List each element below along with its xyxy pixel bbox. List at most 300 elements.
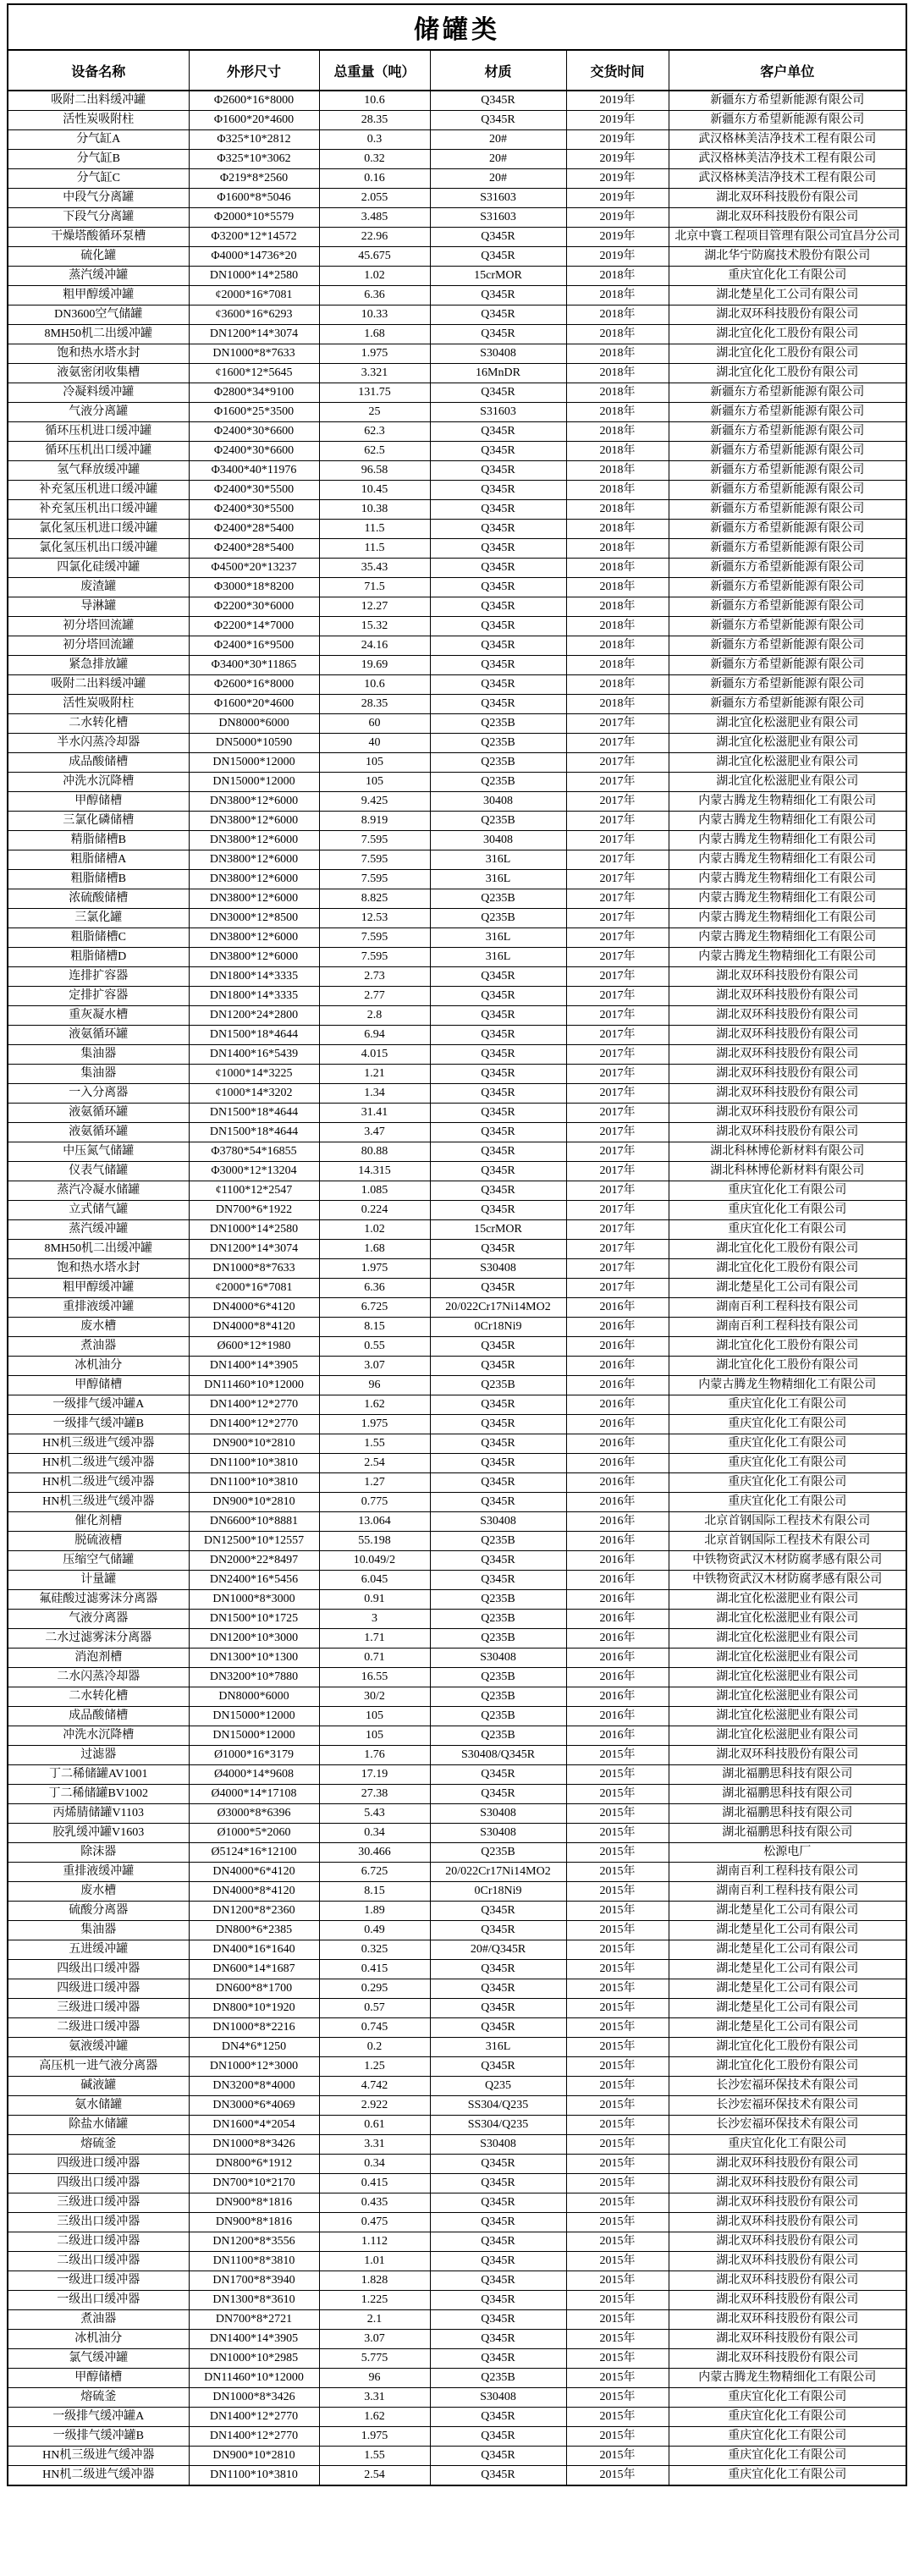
cell-dimensions: DN1800*14*3335 — [189, 987, 319, 1006]
cell-total-weight: 1.975 — [319, 1415, 430, 1434]
cell-material: Q345R — [430, 481, 566, 500]
cell-equipment-name: 蒸汽冷凝水储罐 — [8, 1181, 189, 1201]
cell-total-weight: 3.47 — [319, 1123, 430, 1142]
cell-customer: 湖北宜化松滋肥业有限公司 — [669, 1629, 906, 1649]
cell-dimensions: DN15000*12000 — [189, 1726, 319, 1746]
cell-total-weight: 7.595 — [319, 831, 430, 850]
cell-equipment-name: 二水转化槽 — [8, 1687, 189, 1707]
cell-equipment-name: 液氨循环罐 — [8, 1123, 189, 1142]
cell-dimensions: DN1500*18*4644 — [189, 1123, 319, 1142]
table-row — [8, 1882, 906, 1902]
cell-total-weight: 105 — [319, 1726, 430, 1746]
cell-dimensions: DN1600*4*2054 — [189, 2116, 319, 2135]
cell-equipment-name: 氯化氢压机出口缓冲罐 — [8, 539, 189, 559]
cell-delivery-year: 2015年 — [566, 1785, 669, 1804]
cell-total-weight: 6.725 — [319, 1863, 430, 1882]
cell-delivery-year: 2018年 — [566, 383, 669, 403]
cell-material: Q235B — [430, 1376, 566, 1395]
cell-equipment-name: 补充氢压机出口缓冲罐 — [8, 500, 189, 520]
cell-delivery-year: 2017年 — [566, 850, 669, 870]
table-row — [8, 1259, 906, 1279]
table-row — [8, 1026, 906, 1045]
cell-material: 316L — [430, 948, 566, 967]
cell-material: 20# — [430, 150, 566, 169]
cell-equipment-name: 冲洗水沉降槽 — [8, 773, 189, 792]
table-row — [8, 1279, 906, 1298]
cell-dimensions: Φ2400*30*5500 — [189, 481, 319, 500]
cell-delivery-year: 2016年 — [566, 1473, 669, 1493]
table-row — [8, 1512, 906, 1532]
table-row — [8, 2427, 906, 2447]
cell-dimensions: Ø600*12*1980 — [189, 1337, 319, 1357]
cell-total-weight: 3.485 — [319, 208, 430, 228]
cell-customer: 湖北双环科技股份有限公司 — [669, 987, 906, 1006]
cell-customer: 北京首钢国际工程技术有限公司 — [669, 1532, 906, 1551]
cell-dimensions: DN15000*12000 — [189, 753, 319, 773]
cell-total-weight: 30.466 — [319, 1843, 430, 1863]
cell-delivery-year: 2017年 — [566, 1065, 669, 1084]
cell-total-weight: 1.68 — [319, 325, 430, 344]
cell-customer: 湖北宜化松滋肥业有限公司 — [669, 1610, 906, 1629]
cell-customer: 新疆东方希望新能源有限公司 — [669, 422, 906, 442]
cell-dimensions: Φ1600*25*3500 — [189, 403, 319, 422]
cell-delivery-year: 2015年 — [566, 2291, 669, 2310]
cell-equipment-name: 补充氢压机进口缓冲罐 — [8, 481, 189, 500]
cell-delivery-year: 2019年 — [566, 150, 669, 169]
cell-material: S30408 — [430, 2135, 566, 2155]
table-row — [8, 773, 906, 792]
table-row — [8, 422, 906, 442]
cell-equipment-name: 干燥塔酸循环泵槽 — [8, 228, 189, 247]
cell-total-weight: 0.775 — [319, 1493, 430, 1512]
cell-delivery-year: 2015年 — [566, 2408, 669, 2427]
cell-delivery-year: 2015年 — [566, 1863, 669, 1882]
cell-total-weight: 7.595 — [319, 850, 430, 870]
cell-total-weight: 6.94 — [319, 1026, 430, 1045]
table-row — [8, 1629, 906, 1649]
cell-total-weight: 60 — [319, 714, 430, 734]
cell-total-weight: 2.1 — [319, 2310, 430, 2330]
cell-material: 20/022Cr17Ni14MO2 — [430, 1863, 566, 1882]
cell-delivery-year: 2018年 — [566, 617, 669, 636]
cell-equipment-name: 脱硫液槽 — [8, 1532, 189, 1551]
cell-dimensions: ¢1000*14*3225 — [189, 1065, 319, 1084]
cell-equipment-name: 煮油器 — [8, 1337, 189, 1357]
cell-dimensions: DN3800*12*6000 — [189, 889, 319, 909]
cell-dimensions: DN700*6*1922 — [189, 1201, 319, 1220]
cell-delivery-year: 2016年 — [566, 1610, 669, 1629]
cell-total-weight: 1.02 — [319, 1220, 430, 1240]
cell-material: Q345R — [430, 1181, 566, 1201]
cell-equipment-name: 粗脂储槽B — [8, 870, 189, 889]
cell-material: Q345R — [430, 1337, 566, 1357]
cell-dimensions: DN800*10*1920 — [189, 1999, 319, 2018]
cell-delivery-year: 2017年 — [566, 734, 669, 753]
cell-delivery-year: 2016年 — [566, 1532, 669, 1551]
cell-material: S30408/Q345R — [430, 1746, 566, 1765]
cell-material: Q345R — [430, 1142, 566, 1162]
cell-dimensions: DN1200*14*3074 — [189, 1240, 319, 1259]
cell-equipment-name: 氯气缓冲罐 — [8, 2349, 189, 2369]
cell-equipment-name: 半水闪蒸冷却器 — [8, 734, 189, 753]
cell-delivery-year: 2018年 — [566, 520, 669, 539]
cell-equipment-name: 中段气分离罐 — [8, 189, 189, 208]
cell-equipment-name: 粗甲醇缓冲罐 — [8, 286, 189, 305]
table-row — [8, 2232, 906, 2252]
cell-equipment-name: 胶乳缓冲罐V1603 — [8, 1824, 189, 1843]
cell-dimensions: DN900*10*2810 — [189, 1493, 319, 1512]
table-row — [8, 1746, 906, 1765]
cell-customer: 重庆宜化化工有限公司 — [669, 2135, 906, 2155]
table-row — [8, 636, 906, 656]
cell-dimensions: DN1300*8*3610 — [189, 2291, 319, 2310]
table-row — [8, 1843, 906, 1863]
table-row — [8, 208, 906, 228]
cell-total-weight: 12.53 — [319, 909, 430, 928]
cell-equipment-name: 分气缸B — [8, 150, 189, 169]
table-row — [8, 889, 906, 909]
cell-delivery-year: 2016年 — [566, 1571, 669, 1590]
cell-delivery-year: 2016年 — [566, 1395, 669, 1415]
cell-dimensions: DN1000*8*7633 — [189, 344, 319, 364]
cell-dimensions: Φ2400*28*5400 — [189, 520, 319, 539]
cell-total-weight: 2.922 — [319, 2096, 430, 2116]
column-header-material: 材质 — [430, 50, 566, 91]
table-row — [8, 189, 906, 208]
cell-equipment-name: 丁二稀储罐AV1001 — [8, 1765, 189, 1785]
cell-equipment-name: 过滤器 — [8, 1746, 189, 1765]
cell-equipment-name: 中压氮气储罐 — [8, 1142, 189, 1162]
cell-material: Q345R — [430, 91, 566, 111]
cell-material: Q345R — [430, 286, 566, 305]
column-header-customer: 客户单位 — [669, 50, 906, 91]
cell-material: Q345R — [430, 2252, 566, 2271]
cell-customer: 湖北楚星化工公司有限公司 — [669, 1999, 906, 2018]
cell-equipment-name: HN机三级进气缓冲器 — [8, 1493, 189, 1512]
cell-dimensions: DN1400*14*3905 — [189, 2330, 319, 2349]
cell-equipment-name: 一级排气缓冲罐A — [8, 1395, 189, 1415]
cell-delivery-year: 2017年 — [566, 1181, 669, 1201]
cell-material: 0Cr18Ni9 — [430, 1882, 566, 1902]
cell-dimensions: Φ2600*16*8000 — [189, 91, 319, 111]
cell-equipment-name: 粗甲醇缓冲罐 — [8, 1279, 189, 1298]
table-row — [8, 228, 906, 247]
cell-delivery-year: 2017年 — [566, 1084, 669, 1104]
cell-delivery-year: 2015年 — [566, 2077, 669, 2096]
cell-total-weight: 8.919 — [319, 812, 430, 831]
cell-customer: 湖北宜化松滋肥业有限公司 — [669, 1649, 906, 1668]
cell-equipment-name: 吸附二出料缓冲罐 — [8, 91, 189, 111]
table-row — [8, 831, 906, 850]
cell-dimensions: Φ3000*12*13204 — [189, 1162, 319, 1181]
table-row — [8, 1376, 906, 1395]
cell-customer: 湖北宜化松滋肥业有限公司 — [669, 1726, 906, 1746]
cell-delivery-year: 2015年 — [566, 1843, 669, 1863]
table-row — [8, 1318, 906, 1337]
cell-delivery-year: 2016年 — [566, 1318, 669, 1337]
table-row — [8, 520, 906, 539]
cell-customer: 湖北双环科技股份有限公司 — [669, 967, 906, 987]
cell-customer: 湖北宜化松滋肥业有限公司 — [669, 753, 906, 773]
cell-dimensions: DN1000*14*2580 — [189, 267, 319, 286]
table-row — [8, 1960, 906, 1979]
table-row — [8, 267, 906, 286]
cell-total-weight: 6.045 — [319, 1571, 430, 1590]
cell-total-weight: 3 — [319, 1610, 430, 1629]
cell-customer: 内蒙古腾龙生物精细化工有限公司 — [669, 948, 906, 967]
cell-material: Q345R — [430, 2291, 566, 2310]
table-row — [8, 753, 906, 773]
cell-dimensions: Ø1000*16*3179 — [189, 1746, 319, 1765]
cell-material: Q235B — [430, 1707, 566, 1726]
cell-customer: 湖北宜化松滋肥业有限公司 — [669, 1668, 906, 1687]
cell-equipment-name: 丙烯腈储罐V1103 — [8, 1804, 189, 1824]
table-row — [8, 150, 906, 169]
cell-equipment-name: 五进缓冲罐 — [8, 1940, 189, 1960]
cell-material: Q345R — [430, 1551, 566, 1571]
cell-material: Q345R — [430, 578, 566, 597]
cell-delivery-year: 2019年 — [566, 189, 669, 208]
cell-material: Q345R — [430, 247, 566, 267]
table-row — [8, 500, 906, 520]
cell-total-weight: 1.112 — [319, 2232, 430, 2252]
cell-material: Q345R — [430, 1084, 566, 1104]
table-row — [8, 1687, 906, 1707]
cell-material: Q345R — [430, 1395, 566, 1415]
cell-delivery-year: 2018年 — [566, 403, 669, 422]
cell-customer: 湖北宜化松滋肥业有限公司 — [669, 714, 906, 734]
cell-delivery-year: 2019年 — [566, 228, 669, 247]
cell-material: Q345R — [430, 2057, 566, 2077]
cell-equipment-name: 循环压机进口缓冲罐 — [8, 422, 189, 442]
cell-material: Q235B — [430, 812, 566, 831]
cell-material: Q345R — [430, 539, 566, 559]
table-row — [8, 2466, 906, 2486]
cell-delivery-year: 2019年 — [566, 130, 669, 150]
cell-equipment-name: 成品酸储槽 — [8, 1707, 189, 1726]
cell-equipment-name: 初分塔回流罐 — [8, 636, 189, 656]
cell-equipment-name: 二级进口缓冲器 — [8, 2232, 189, 2252]
cell-total-weight: 96.58 — [319, 461, 430, 481]
cell-dimensions: DN2400*16*5456 — [189, 1571, 319, 1590]
table-row — [8, 812, 906, 831]
cell-customer: 武汉格林美洁净技术工程有限公司 — [669, 130, 906, 150]
cell-material: Q235B — [430, 773, 566, 792]
cell-customer: 湖北双环科技股份有限公司 — [669, 2330, 906, 2349]
cell-material: Q345R — [430, 325, 566, 344]
cell-total-weight: 19.69 — [319, 656, 430, 675]
cell-total-weight: 8.15 — [319, 1882, 430, 1902]
cell-total-weight: 22.96 — [319, 228, 430, 247]
table-row — [8, 2135, 906, 2155]
cell-equipment-name: 催化剂槽 — [8, 1512, 189, 1532]
cell-dimensions: DN1400*12*2770 — [189, 2408, 319, 2427]
cell-delivery-year: 2016年 — [566, 1551, 669, 1571]
cell-customer: 湖北宜化化工股份有限公司 — [669, 364, 906, 383]
table-row — [8, 1551, 906, 1571]
cell-dimensions: DN1400*12*2770 — [189, 1415, 319, 1434]
cell-material: S30408 — [430, 1824, 566, 1843]
cell-customer: 湖北宜化松滋肥业有限公司 — [669, 1687, 906, 1707]
cell-delivery-year: 2018年 — [566, 539, 669, 559]
cell-material: Q345R — [430, 2447, 566, 2466]
cell-customer: 湖南百利工程科技有限公司 — [669, 1318, 906, 1337]
table-row — [8, 1902, 906, 1921]
cell-equipment-name: 计量罐 — [8, 1571, 189, 1590]
cell-dimensions: DN1000*10*2985 — [189, 2349, 319, 2369]
cell-equipment-name: 熔硫釜 — [8, 2388, 189, 2408]
cell-material: Q345R — [430, 1026, 566, 1045]
cell-equipment-name: 丁二稀储罐BV1002 — [8, 1785, 189, 1804]
cell-equipment-name: 液氨密闭收集槽 — [8, 364, 189, 383]
cell-delivery-year: 2016年 — [566, 1668, 669, 1687]
cell-equipment-name: HN机二级进气缓冲器 — [8, 1473, 189, 1493]
cell-material: Q345R — [430, 1785, 566, 1804]
table-row — [8, 325, 906, 344]
cell-delivery-year: 2019年 — [566, 169, 669, 189]
cell-material: Q345R — [430, 967, 566, 987]
cell-total-weight: 28.35 — [319, 695, 430, 714]
cell-dimensions: DN15000*12000 — [189, 773, 319, 792]
cell-material: Q345R — [430, 695, 566, 714]
table-row — [8, 1104, 906, 1123]
cell-material: S30408 — [430, 1259, 566, 1279]
cell-total-weight: 0.34 — [319, 1824, 430, 1843]
cell-total-weight: 1.62 — [319, 1395, 430, 1415]
cell-customer: 新疆东方希望新能源有限公司 — [669, 461, 906, 481]
table-row — [8, 1999, 906, 2018]
cell-dimensions: DN1500*18*4644 — [189, 1104, 319, 1123]
cell-equipment-name: 活性炭吸附柱 — [8, 111, 189, 130]
cell-total-weight: 11.5 — [319, 539, 430, 559]
cell-customer: 湖北双环科技股份有限公司 — [669, 2193, 906, 2213]
cell-equipment-name: 四氯化硅缓冲罐 — [8, 559, 189, 578]
cell-customer: 重庆宜化化工有限公司 — [669, 2447, 906, 2466]
cell-dimensions: DN4000*6*4120 — [189, 1298, 319, 1318]
cell-delivery-year: 2017年 — [566, 889, 669, 909]
cell-dimensions: Φ1600*20*4600 — [189, 111, 319, 130]
cell-dimensions: DN5000*10590 — [189, 734, 319, 753]
table-row — [8, 850, 906, 870]
column-header-dimensions: 外形尺寸 — [189, 50, 319, 91]
cell-total-weight: 1.085 — [319, 1181, 430, 1201]
cell-customer: 湖北宜化化工股份有限公司 — [669, 1259, 906, 1279]
cell-customer: 新疆东方希望新能源有限公司 — [669, 559, 906, 578]
cell-customer: 新疆东方希望新能源有限公司 — [669, 539, 906, 559]
cell-customer: 重庆宜化化工有限公司 — [669, 2427, 906, 2447]
cell-delivery-year: 2015年 — [566, 1979, 669, 1999]
cell-delivery-year: 2017年 — [566, 948, 669, 967]
cell-material: Q345R — [430, 2018, 566, 2038]
cell-dimensions: DN1000*8*3426 — [189, 2135, 319, 2155]
table-row — [8, 1162, 906, 1181]
cell-dimensions: DN3000*12*8500 — [189, 909, 319, 928]
cell-total-weight: 0.2 — [319, 2038, 430, 2057]
cell-material: Q345R — [430, 1434, 566, 1454]
cell-customer: 新疆东方希望新能源有限公司 — [669, 597, 906, 617]
cell-customer: 新疆东方希望新能源有限公司 — [669, 383, 906, 403]
cell-customer: 湖北双环科技股份有限公司 — [669, 1084, 906, 1104]
cell-delivery-year: 2018年 — [566, 267, 669, 286]
cell-material: Q235B — [430, 1668, 566, 1687]
cell-equipment-name: 粗脂储槽C — [8, 928, 189, 948]
cell-dimensions: DN4000*8*4120 — [189, 1318, 319, 1337]
cell-equipment-name: 一入分离器 — [8, 1084, 189, 1104]
cell-delivery-year: 2016年 — [566, 1493, 669, 1512]
cell-total-weight: 96 — [319, 2369, 430, 2388]
cell-material: Q235B — [430, 714, 566, 734]
cell-equipment-name: 氨水储罐 — [8, 2096, 189, 2116]
cell-customer: 重庆宜化化工有限公司 — [669, 2388, 906, 2408]
cell-total-weight: 62.3 — [319, 422, 430, 442]
cell-total-weight: 2.77 — [319, 987, 430, 1006]
table-row — [8, 403, 906, 422]
cell-equipment-name: 三级进口缓冲器 — [8, 2193, 189, 2213]
cell-delivery-year: 2016年 — [566, 1649, 669, 1668]
cell-delivery-year: 2017年 — [566, 1006, 669, 1026]
cell-total-weight: 105 — [319, 753, 430, 773]
cell-equipment-name: 集油器 — [8, 1045, 189, 1065]
cell-delivery-year: 2018年 — [566, 675, 669, 695]
table-row — [8, 2193, 906, 2213]
cell-customer: 新疆东方希望新能源有限公司 — [669, 695, 906, 714]
cell-total-weight: 0.745 — [319, 2018, 430, 2038]
cell-material: Q345R — [430, 228, 566, 247]
column-header-row — [8, 50, 906, 91]
cell-equipment-name: 压缩空气储罐 — [8, 1551, 189, 1571]
cell-equipment-name: 冲洗水沉降槽 — [8, 1726, 189, 1746]
cell-equipment-name: 导淋罐 — [8, 597, 189, 617]
table-head — [8, 4, 906, 91]
cell-customer: 新疆东方希望新能源有限公司 — [669, 675, 906, 695]
cell-dimensions: DN8000*6000 — [189, 1687, 319, 1707]
cell-delivery-year: 2019年 — [566, 111, 669, 130]
cell-dimensions: Φ3400*30*11865 — [189, 656, 319, 675]
table-row — [8, 1045, 906, 1065]
title-row — [8, 4, 906, 50]
cell-material: Q345R — [430, 1571, 566, 1590]
cell-dimensions: Φ2200*30*6000 — [189, 597, 319, 617]
table-row — [8, 1181, 906, 1201]
cell-customer: 内蒙古腾龙生物精细化工有限公司 — [669, 870, 906, 889]
cell-equipment-name: 三氯化磷储槽 — [8, 812, 189, 831]
cell-dimensions: DN1400*12*2770 — [189, 1395, 319, 1415]
cell-material: 20# — [430, 130, 566, 150]
cell-customer: 湖北双环科技股份有限公司 — [669, 2271, 906, 2291]
cell-customer: 内蒙古腾龙生物精细化工有限公司 — [669, 2369, 906, 2388]
cell-dimensions: Ø4000*14*9608 — [189, 1765, 319, 1785]
cell-delivery-year: 2018年 — [566, 500, 669, 520]
cell-material: Q345R — [430, 1279, 566, 1298]
cell-delivery-year: 2016年 — [566, 1298, 669, 1318]
cell-equipment-name: 氨液缓冲罐 — [8, 2038, 189, 2057]
cell-material: Q345R — [430, 1415, 566, 1434]
cell-customer: 湖北宜化松滋肥业有限公司 — [669, 1707, 906, 1726]
cell-customer: 湖北科林博伦新材料有限公司 — [669, 1142, 906, 1162]
cell-dimensions: Φ2400*28*5400 — [189, 539, 319, 559]
cell-total-weight: 0.71 — [319, 1649, 430, 1668]
cell-dimensions: Ø4000*14*17108 — [189, 1785, 319, 1804]
cell-material: Q345R — [430, 2408, 566, 2427]
cell-customer: 湖南百利工程科技有限公司 — [669, 1863, 906, 1882]
table-row — [8, 2388, 906, 2408]
cell-total-weight: 13.064 — [319, 1512, 430, 1532]
cell-delivery-year: 2017年 — [566, 1123, 669, 1142]
cell-total-weight: 96 — [319, 1376, 430, 1395]
cell-customer: 湖北双环科技股份有限公司 — [669, 305, 906, 325]
cell-equipment-name: 精脂储槽B — [8, 831, 189, 850]
cell-customer: 重庆宜化化工有限公司 — [669, 1434, 906, 1454]
